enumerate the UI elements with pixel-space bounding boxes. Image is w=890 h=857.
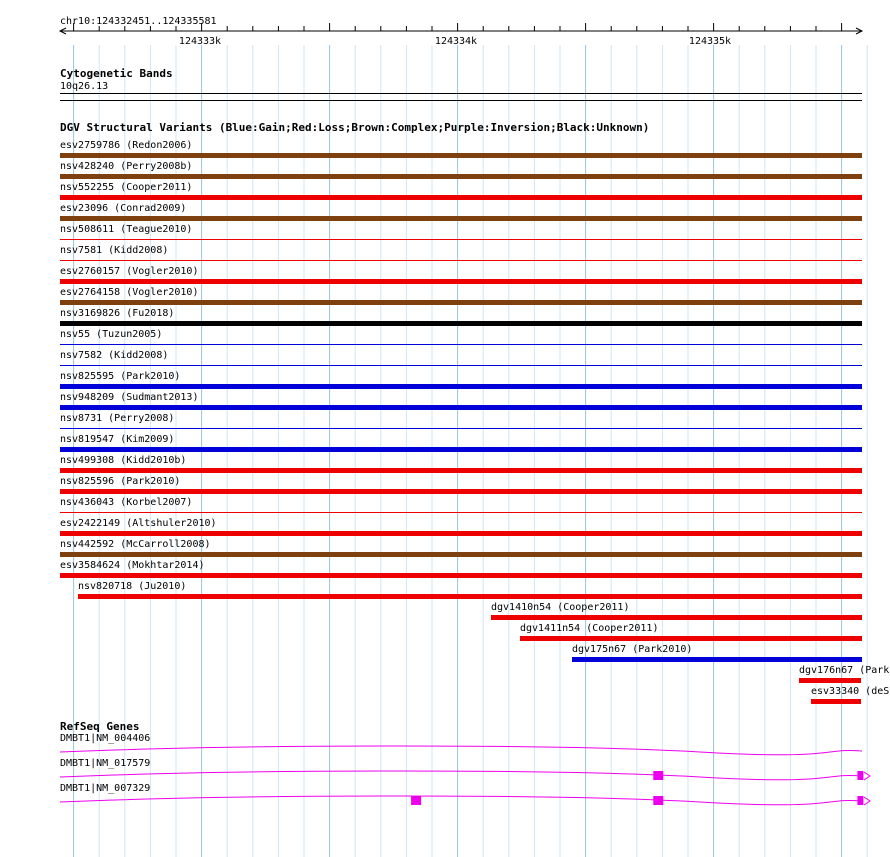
dgv-feature-label[interactable]: dgv1410n54 (Cooper2011) <box>491 602 630 613</box>
dgv-feature-label[interactable]: esv23096 (Conrad2009) <box>60 203 187 214</box>
dgv-feature-bar[interactable] <box>60 552 862 557</box>
dgv-feature-bar[interactable] <box>60 195 862 200</box>
dgv-feature-bar[interactable] <box>811 699 861 704</box>
dgv-feature-bar[interactable] <box>60 489 862 494</box>
dgv-feature-label[interactable]: esv2422149 (Altshuler2010) <box>60 518 217 529</box>
dgv-feature-bar[interactable] <box>799 678 861 683</box>
cytoband-top-border <box>60 93 862 94</box>
dgv-feature-label[interactable]: esv2764158 (Vogler2010) <box>60 287 199 298</box>
dgv-feature-bar[interactable] <box>60 174 862 179</box>
dgv-feature-label[interactable]: nsv428240 (Perry2008b) <box>60 161 193 172</box>
dgv-feature-label[interactable]: esv33340 (deS <box>811 686 890 697</box>
dgv-feature-bar[interactable] <box>60 300 862 305</box>
dgv-feature-bar[interactable] <box>78 594 862 599</box>
dgv-feature-bar[interactable] <box>60 512 862 513</box>
dgv-feature-bar[interactable] <box>572 657 862 662</box>
gene-exon[interactable] <box>411 796 421 805</box>
dgv-feature-label[interactable]: nsv499308 (Kidd2010b) <box>60 455 187 466</box>
dgv-feature-label[interactable]: nsv442592 (McCarroll2008) <box>60 539 211 550</box>
strand-arrow-icon <box>864 797 870 805</box>
dgv-feature-bar[interactable] <box>60 468 862 473</box>
dgv-feature-bar[interactable] <box>60 321 862 326</box>
gene-intron-line[interactable] <box>60 796 862 805</box>
dgv-feature-bar[interactable] <box>60 260 862 261</box>
gene-intron-line[interactable] <box>60 746 862 755</box>
gene-models <box>0 730 890 820</box>
dgv-feature-label[interactable]: nsv825595 (Park2010) <box>60 371 181 382</box>
ruler[interactable] <box>0 0 890 60</box>
gene-exon[interactable] <box>857 796 863 805</box>
gene-exon[interactable] <box>653 796 663 805</box>
gene-exon[interactable] <box>653 771 663 780</box>
dgv-feature-bar[interactable] <box>60 216 862 221</box>
dgv-feature-bar[interactable] <box>60 447 862 452</box>
gene-exon[interactable] <box>857 771 863 780</box>
dgv-feature-bar[interactable] <box>60 153 862 158</box>
dgv-feature-label[interactable]: nsv3169826 (Fu2018) <box>60 308 175 319</box>
ruler-tick-label: 124334k <box>434 36 478 47</box>
dgv-feature-bar[interactable] <box>60 279 862 284</box>
dgv-feature-label[interactable]: esv3584624 (Mokhtar2014) <box>60 560 205 571</box>
dgv-feature-label[interactable]: nsv8731 (Perry2008) <box>60 413 175 424</box>
dgv-feature-label[interactable]: nsv7581 (Kidd2008) <box>60 245 169 256</box>
dgv-feature-label[interactable]: esv2760157 (Vogler2010) <box>60 266 199 277</box>
dgv-feature-label[interactable]: nsv7582 (Kidd2008) <box>60 350 169 361</box>
dgv-feature-label[interactable]: nsv436043 (Korbel2007) <box>60 497 193 508</box>
gene-label[interactable]: DMBT1|NM_017579 <box>60 758 151 769</box>
dgv-feature-label[interactable]: dgv176n67 (Park <box>799 665 890 676</box>
dgv-feature-label[interactable]: nsv820718 (Ju2010) <box>78 581 187 592</box>
dgv-feature-bar[interactable] <box>520 636 862 641</box>
dgv-feature-bar[interactable] <box>60 405 862 410</box>
dgv-track-title: DGV Structural Variants (Blue:Gain;Red:Loss;Brown:Complex;Purple:Inversion;Black:Unknown) <box>60 121 650 134</box>
dgv-feature-bar[interactable] <box>491 615 862 620</box>
dgv-feature-label[interactable]: dgv1411n54 (Cooper2011) <box>520 623 659 634</box>
gene-label[interactable]: DMBT1|NM_004406 <box>60 733 151 744</box>
dgv-feature-label[interactable]: nsv508611 (Teague2010) <box>60 224 193 235</box>
ruler-tick-label: 124333k <box>178 36 222 47</box>
dgv-feature-bar[interactable] <box>60 384 862 389</box>
dgv-feature-label[interactable]: esv2759786 (Redon2006) <box>60 140 193 151</box>
dgv-feature-bar[interactable] <box>60 344 862 345</box>
dgv-feature-label[interactable]: nsv552255 (Cooper2011) <box>60 182 193 193</box>
dgv-feature-bar[interactable] <box>60 365 862 366</box>
ruler-tick-label: 124335k <box>688 36 732 47</box>
dgv-feature-label[interactable]: nsv819547 (Kim2009) <box>60 434 175 445</box>
gene-label[interactable]: DMBT1|NM_007329 <box>60 783 151 794</box>
region-label: chr10:124332451..124335581 <box>60 16 217 27</box>
refseq-track-title: RefSeq Genes <box>60 720 140 733</box>
dgv-feature-label[interactable]: nsv55 (Tuzun2005) <box>60 329 163 340</box>
gene-intron-line[interactable] <box>60 771 862 780</box>
dgv-feature-label[interactable]: nsv948209 (Sudmant2013) <box>60 392 199 403</box>
dgv-feature-label[interactable]: dgv175n67 (Park2010) <box>572 644 693 655</box>
cytoband-label[interactable]: 10q26.13 <box>60 81 109 92</box>
dgv-feature-bar[interactable] <box>60 573 862 578</box>
dgv-feature-label[interactable]: nsv825596 (Park2010) <box>60 476 181 487</box>
strand-arrow-icon <box>864 772 870 780</box>
cytoband-bottom-border <box>60 100 862 101</box>
dgv-feature-bar[interactable] <box>60 428 862 429</box>
dgv-feature-bar[interactable] <box>60 239 862 240</box>
dgv-feature-bar[interactable] <box>60 531 862 536</box>
cytoband-track-title: Cytogenetic Bands <box>60 67 173 80</box>
